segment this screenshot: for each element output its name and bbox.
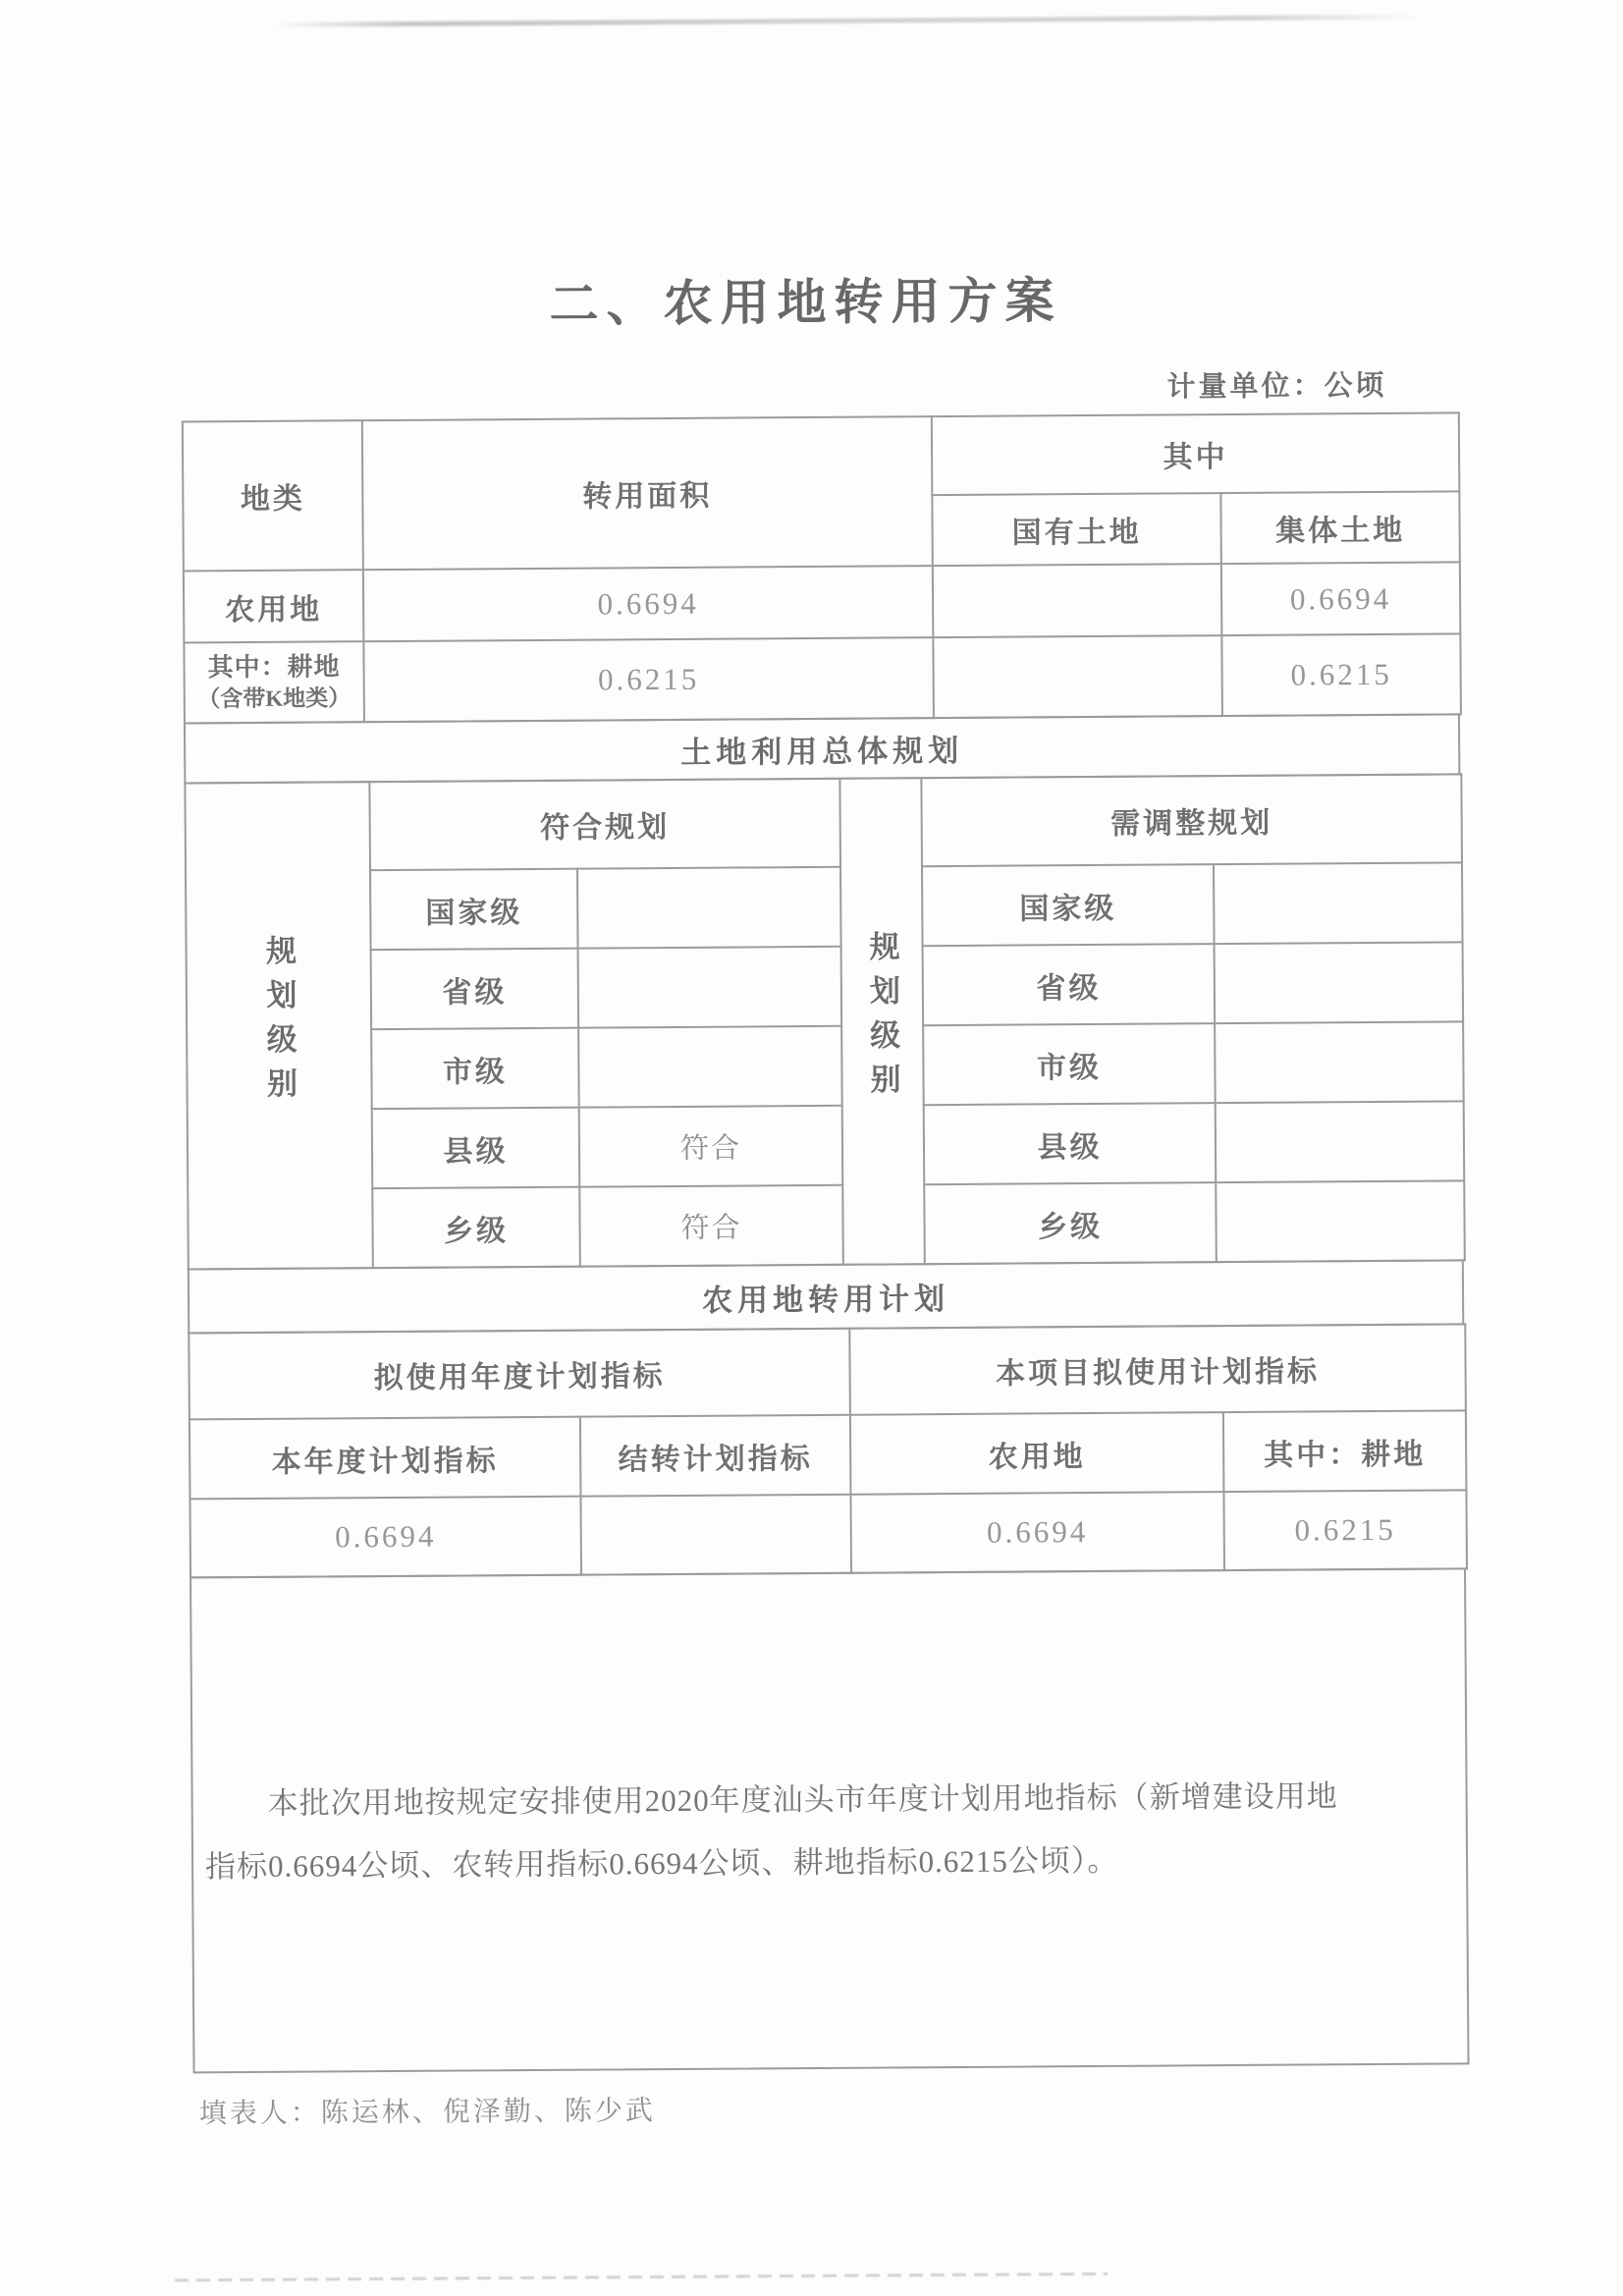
header-cell-conforms: 符合规划 (369, 779, 840, 870)
table-row (189, 1260, 1463, 1333)
value-cell: 0.6694 (1221, 562, 1461, 635)
level-label: 市级 (923, 1023, 1216, 1105)
table-row (188, 1180, 1465, 1269)
value-cell (933, 564, 1222, 637)
value-cell: 符合 (579, 1185, 843, 1267)
level-label: 县级 (372, 1108, 580, 1188)
header-cell-project-indicator: 本项目拟使用计划指标 (849, 1324, 1466, 1414)
header-cell-of-which: 其中 (932, 412, 1460, 495)
scan-artifact-top (272, 15, 1421, 27)
value-cell (1214, 862, 1463, 944)
area-table (182, 411, 1462, 724)
column-header: 其中：耕地 (1223, 1410, 1467, 1492)
value-cell: 0.6215 (1221, 633, 1461, 716)
level-label: 乡级 (372, 1187, 580, 1268)
form-table (182, 411, 1470, 2073)
value-cell (580, 1495, 851, 1575)
level-label: 市级 (371, 1028, 579, 1109)
header-cell-collective: 集体土地 (1220, 491, 1459, 564)
level-label: 国家级 (922, 864, 1215, 946)
header-cell-state-owned: 国有土地 (932, 493, 1220, 566)
note-line: 本批次用地按规定安排使用2020年度汕头市年度计划用地指标（新增建设用地 (267, 1778, 1338, 1821)
value-cell (1215, 1021, 1464, 1103)
table-row (183, 412, 1460, 500)
planning-level-axis-right (839, 778, 924, 1265)
plan-table (188, 1323, 1468, 1578)
table-row (188, 1101, 1465, 1189)
table-row (189, 1490, 1467, 1577)
value-cell: 0.6694 (850, 1492, 1224, 1573)
unit-note: 计量单位：公顷 (1166, 369, 1387, 404)
value-cell (1215, 942, 1464, 1023)
column-header: 本年度计划指标 (189, 1417, 581, 1500)
value-cell: 0.6694 (189, 1497, 581, 1578)
table-row (189, 1410, 1467, 1499)
level-label: 国家级 (370, 869, 578, 950)
header-cell-land-type: 地类 (183, 420, 363, 571)
row-label-cultivated-land (184, 641, 364, 723)
value-cell: 0.6694 (363, 566, 933, 641)
value-cell (578, 947, 842, 1028)
table-row (184, 562, 1460, 642)
row-label-agricultural-land: 农用地 (184, 570, 364, 642)
table-row (185, 774, 1462, 871)
row-label-line2: （含带K地类） (197, 685, 352, 712)
table-row (185, 714, 1459, 783)
header-cell-conversion-area: 转用面积 (362, 416, 933, 570)
value-cell (578, 1026, 842, 1108)
planning-table (184, 773, 1465, 1270)
column-header: 结转计划指标 (580, 1415, 851, 1497)
planning-level-axis-left (185, 782, 372, 1269)
row-label-line1: 其中：耕地 (207, 652, 341, 683)
filler-line: 填表人：陈运林、倪泽勤、陈少武 (198, 2096, 656, 2130)
column-header: 农用地 (850, 1412, 1224, 1495)
value-cell: 0.6215 (1223, 1490, 1467, 1570)
value-cell (1216, 1101, 1465, 1182)
table-row (184, 633, 1461, 723)
level-label: 乡级 (924, 1182, 1217, 1264)
planning-level-axis-label: 规划级别 (260, 934, 298, 1112)
table-row (186, 862, 1463, 951)
section-band-title: 土地利用总体规划 (185, 714, 1459, 783)
table-row (187, 942, 1464, 1030)
page-title: 二、农用地转用方案 (549, 273, 1062, 332)
table-row (187, 1021, 1464, 1110)
band-conversion-plan (188, 1259, 1464, 1334)
scan-artifact-bottom (175, 2272, 1108, 2282)
level-label: 县级 (924, 1103, 1217, 1184)
value-cell: 符合 (579, 1106, 843, 1187)
value-cell (577, 867, 841, 949)
level-label: 省级 (923, 944, 1216, 1025)
header-cell-annual-indicator: 拟使用年度计划指标 (189, 1329, 850, 1420)
band-land-use-planning (184, 713, 1460, 784)
header-cell-needs-adjustment: 需调整规划 (921, 774, 1462, 866)
note-line: 指标0.6694公顷、农转用指标0.6694公顷、耕地指标0.6215公顷）。 (204, 1842, 1119, 1885)
note-cell (189, 1567, 1470, 2073)
section-band-title: 农用地转用计划 (189, 1260, 1463, 1333)
value-cell: 0.6215 (363, 637, 934, 722)
level-label: 省级 (371, 949, 579, 1029)
value-cell (1216, 1180, 1465, 1262)
table-row (189, 1324, 1466, 1419)
value-cell (933, 635, 1222, 718)
planning-level-axis-label: 规划级别 (864, 930, 900, 1108)
